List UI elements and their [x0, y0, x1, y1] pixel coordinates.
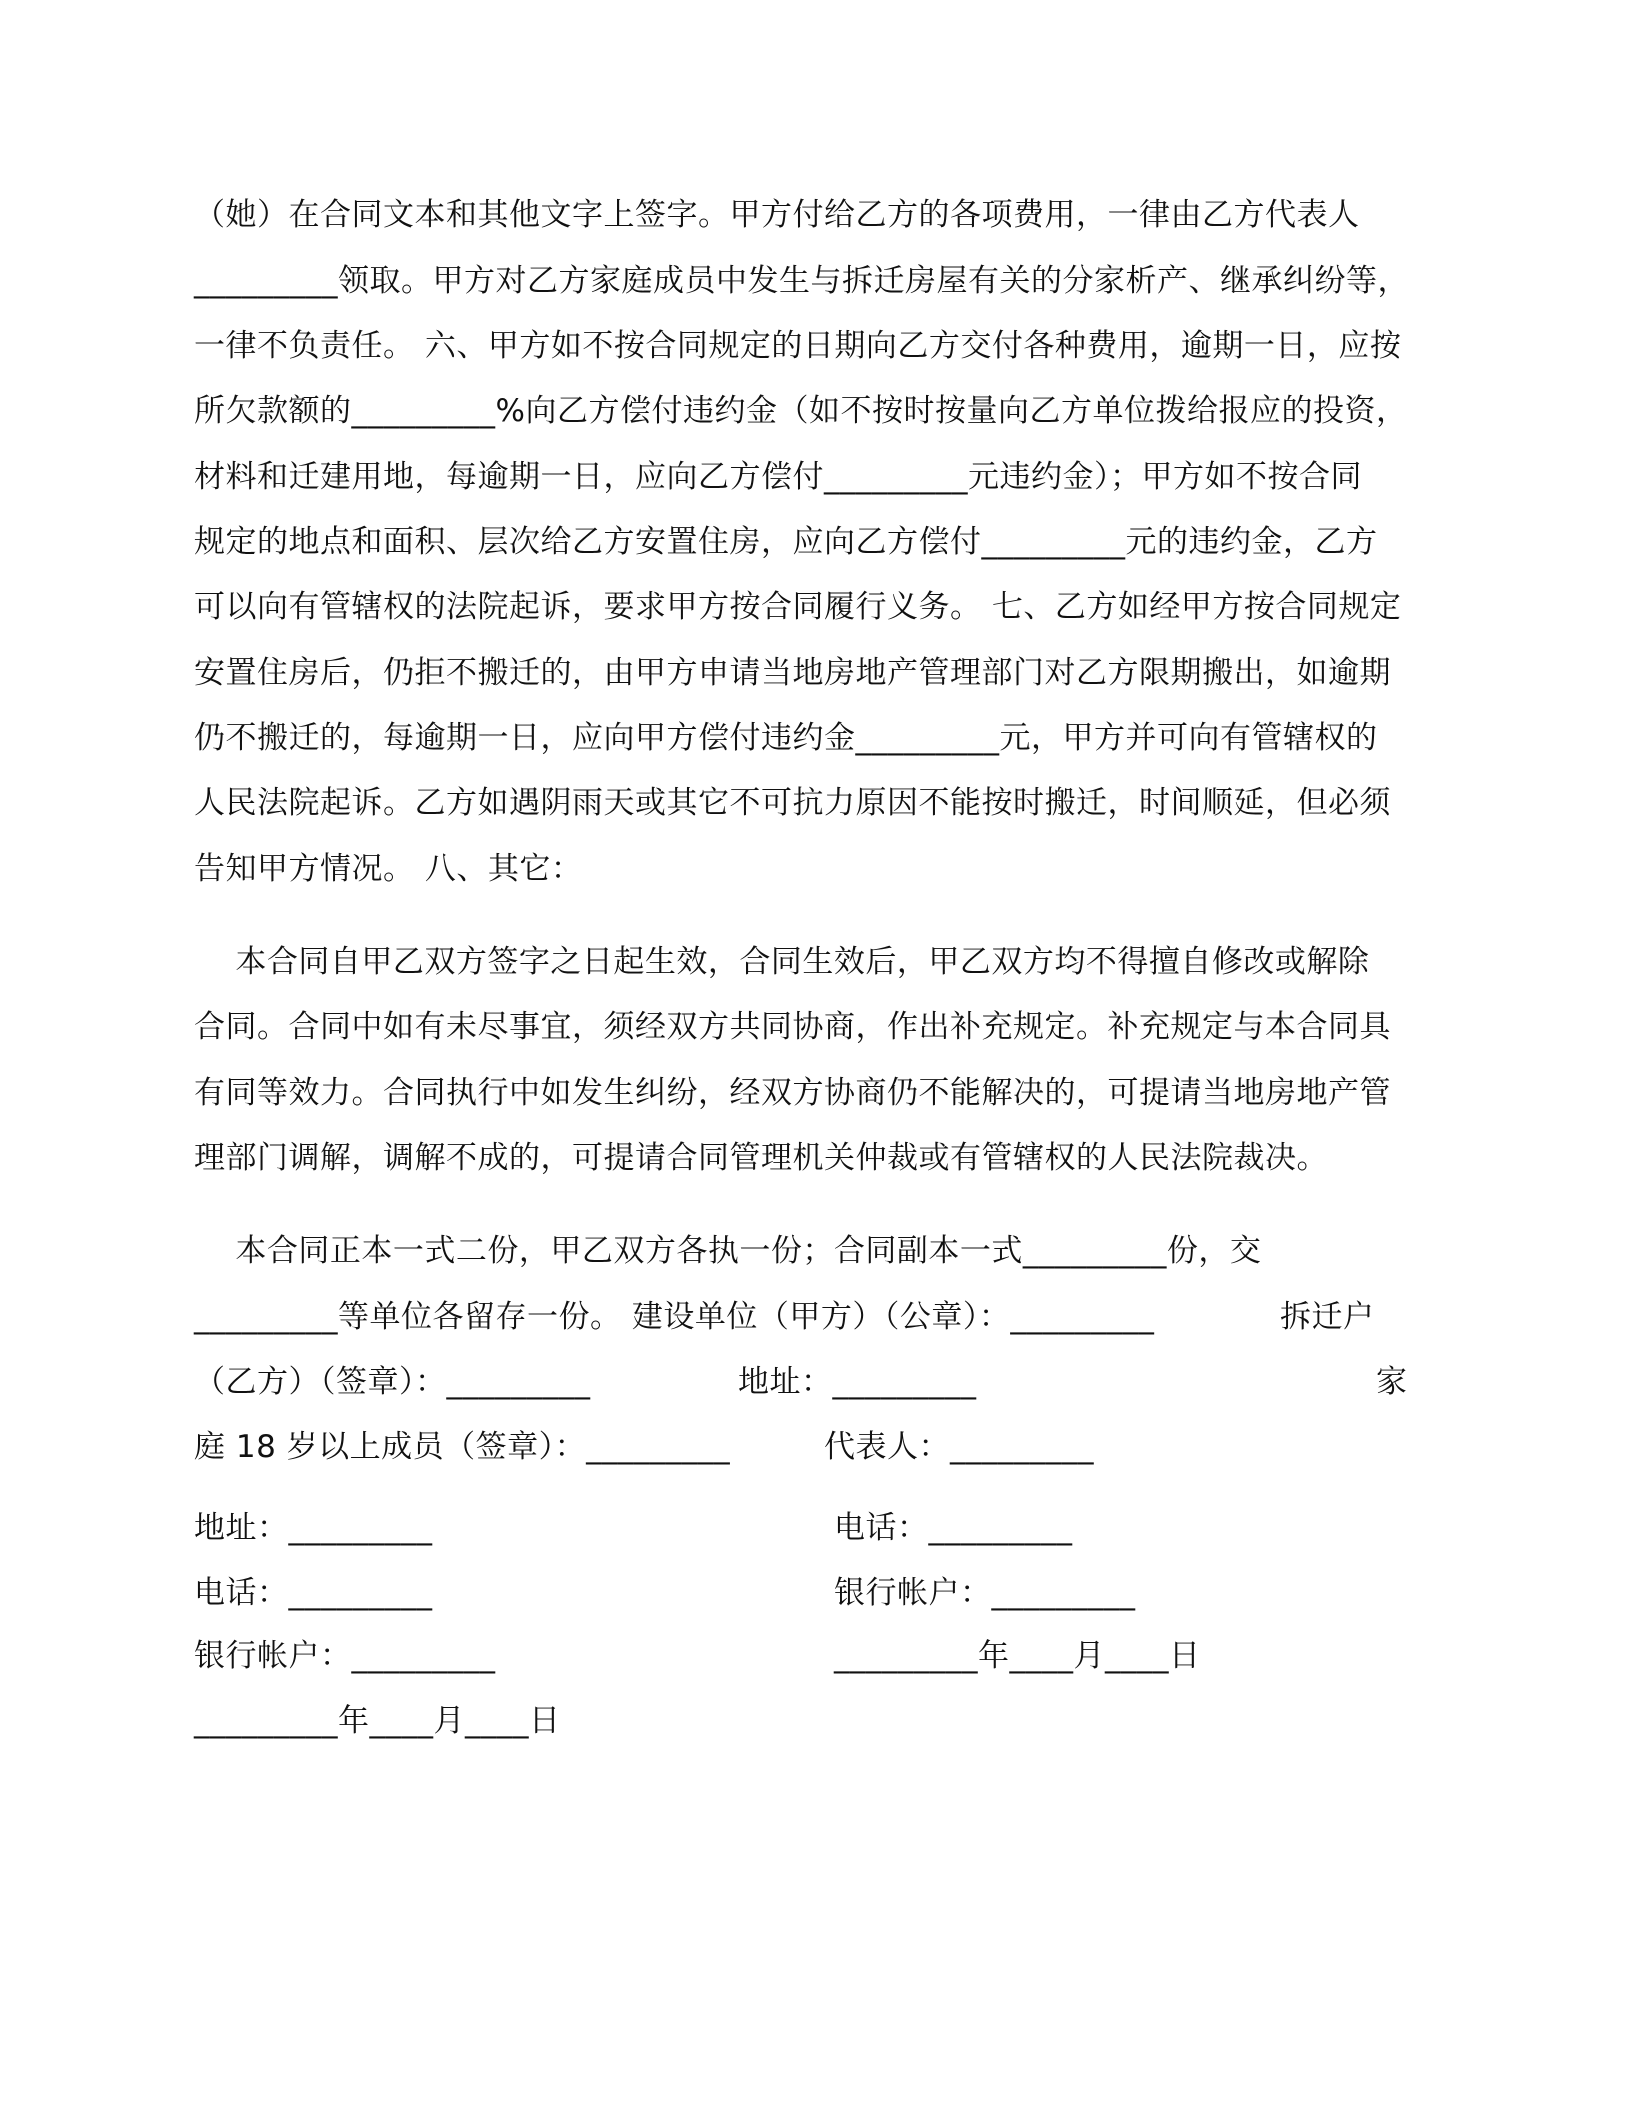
text-line: 理部门调解，调解不成的，可提请合同管理机关仲裁或有管辖权的人民法院裁决。: [194, 1140, 1328, 1176]
address-field-left: 地址：_________: [194, 1510, 433, 1546]
text-line: 规定的地点和面积、层次给乙方安置住房，应向乙方偿付_________元的违约金，乙方: [194, 524, 1378, 560]
phone-field-left: 电话：_________: [194, 1575, 433, 1611]
text-line: 所欠款额的_________%向乙方偿付违约金（如不按时按量向乙方单位拨给报应的投资，: [194, 393, 1408, 429]
bank-account-field-left: 银行帐户：_________: [194, 1638, 496, 1674]
text-line: 可以向有管辖权的法院起诉，要求甲方按合同履行义务。 七、乙方如经甲方按合同规定: [194, 589, 1402, 625]
text-line: （她）在合同文本和其他文字上签字。甲方付给乙方的各项费用，一律由乙方代表人: [194, 197, 1360, 233]
text-line: 有同等效力。合同执行中如发生纠纷，经双方协商仍不能解决的，可提请当地房地产管: [194, 1075, 1391, 1111]
bank-account-field-right: 银行帐户：_________: [834, 1575, 1136, 1611]
text-line: 材料和迁建用地，每逾期一日，应向乙方偿付_________元违约金）；甲方如不按合同: [194, 459, 1362, 495]
text-line: 告知甲方情况。 八、其它：: [194, 851, 583, 887]
text-line: 本合同自甲乙双方签字之日起生效，合同生效后，甲乙双方均不得擅自修改或解除: [194, 944, 1370, 980]
demolition-household-label: 拆迁户: [1280, 1299, 1375, 1335]
family-members-seal: 庭 18 岁以上成员（签章）：_________: [194, 1429, 731, 1465]
representative-field: 代表人：_________: [824, 1429, 1094, 1465]
address-field-middle: 地址：_________: [738, 1364, 977, 1400]
date-field-right: _________年____月____日: [834, 1638, 1201, 1674]
family-char: 家: [1376, 1364, 1408, 1400]
text-line: 人民法院起诉。乙方如遇阴雨天或其它不可抗力原因不能按时搬迁，时间顺延，但必须: [194, 785, 1391, 821]
party-b-seal: （乙方）（签章）：_________: [194, 1364, 591, 1400]
text-line: 仍不搬迁的，每逾期一日，应向甲方偿付违约金_________元，甲方并可向有管辖权的: [194, 720, 1378, 756]
date-field-left: _________年____月____日: [194, 1703, 561, 1739]
text-line: _________等单位各留存一份。 建设单位（甲方）（公章）：_________: [194, 1299, 1155, 1335]
text-line: 本合同正本一式二份，甲乙双方各执一份；合同副本一式_________份，交: [194, 1233, 1262, 1269]
text-line: 一律不负责任。 六、甲方如不按合同规定的日期向乙方交付各种费用，逾期一日，应按: [194, 328, 1402, 364]
phone-field-right: 电话：_________: [834, 1510, 1073, 1546]
text-line: _________领取。甲方对乙方家庭成员中发生与拆迁房屋有关的分家析产、继承纠纷等，: [194, 263, 1409, 299]
text-line: 安置住房后，仍拒不搬迁的，由甲方申请当地房地产管理部门对乙方限期搬出，如逾期: [194, 655, 1391, 691]
text-line: 合同。合同中如有未尽事宜，须经双方共同协商，作出补充规定。补充规定与本合同具: [194, 1009, 1391, 1045]
